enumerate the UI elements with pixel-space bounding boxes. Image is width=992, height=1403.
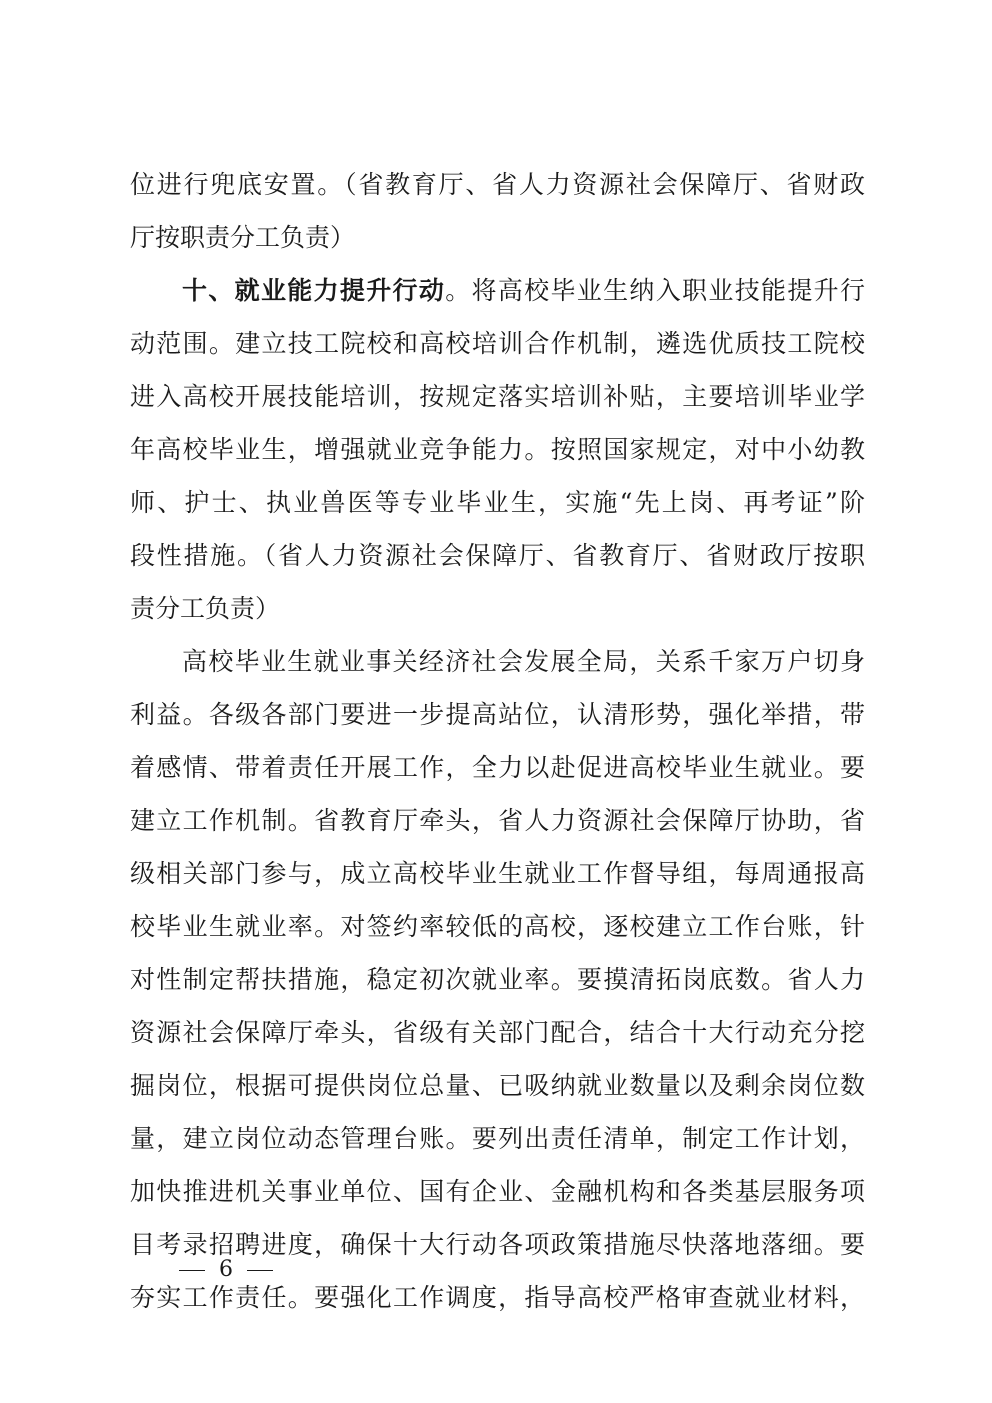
section-ten-first-line: [130, 264, 865, 317]
text-line: 目考录招聘进度，确保十大行动各项政策措施尽快落地落细。要: [130, 1230, 865, 1259]
text-line: 进入高校开展技能培训，按规定落实培训补贴，主要培训毕业学: [130, 382, 865, 411]
body-text: [130, 158, 865, 1324]
text-line: 动范围。建立技工院校和高校培训合作机制，遴选优质技工院校: [130, 329, 865, 358]
text-line: 对性制定帮扶措施，稳定初次就业率。要摸清拓岗底数。省人力: [130, 965, 865, 994]
footer-dash-right: [247, 1270, 273, 1271]
text-line: 加快推进机关事业单位、国有企业、金融机构和各类基层服务项: [130, 1177, 865, 1206]
text-line: 量，建立岗位动态管理台账。要列出责任清单，制定工作计划，: [130, 1124, 865, 1153]
text-line: 建立工作机制。省教育厅牵头，省人力资源社会保障厅协助，省: [130, 806, 865, 835]
page-footer: [165, 1255, 287, 1285]
text-line: 利益。各级各部门要进一步提高站位，认清形势，强化举措，带: [130, 700, 865, 729]
section-ten-text: 。将高校毕业生纳入职业技能提升行: [445, 276, 865, 305]
text-line: 责分工负责）: [130, 594, 281, 623]
text-line: 厅按职责分工负责）: [130, 223, 356, 252]
page-number: 6: [219, 1257, 233, 1282]
text-line: 掘岗位，根据可提供岗位总量、已吸纳就业数量以及剩余岗位数: [130, 1071, 865, 1100]
text-line: 级相关部门参与，成立高校毕业生就业工作督导组，每周通报高: [130, 859, 865, 888]
section-heading: 十、就业能力提升行动: [182, 276, 446, 305]
text-line: 资源社会保障厅牵头，省级有关部门配合，结合十大行动充分挖: [130, 1018, 865, 1047]
text-line: 段性措施。（省人力资源社会保障厅、省教育厅、省财政厅按职: [130, 541, 865, 570]
text-line: 师、护士、执业兽医等专业毕业生，实施“先上岗、再考证”阶: [130, 488, 865, 517]
text-line: 校毕业生就业率。对签约率较低的高校，逐校建立工作台账，针: [130, 912, 865, 941]
text-line: 年高校毕业生，增强就业竞争能力。按照国家规定，对中小幼教: [130, 435, 865, 464]
text-line: 夯实工作责任。要强化工作调度，指导高校严格审查就业材料，: [130, 1283, 865, 1312]
text-line: 高校毕业生就业事关经济社会发展全局，关系千家万户切身: [182, 647, 865, 676]
text-line: 位进行兜底安置。（省教育厅、省人力资源社会保障厅、省财政: [130, 170, 865, 199]
text-line: 着感情、带着责任开展工作，全力以赴促进高校毕业生就业。要: [130, 753, 865, 782]
footer-dash-left: [179, 1270, 205, 1271]
